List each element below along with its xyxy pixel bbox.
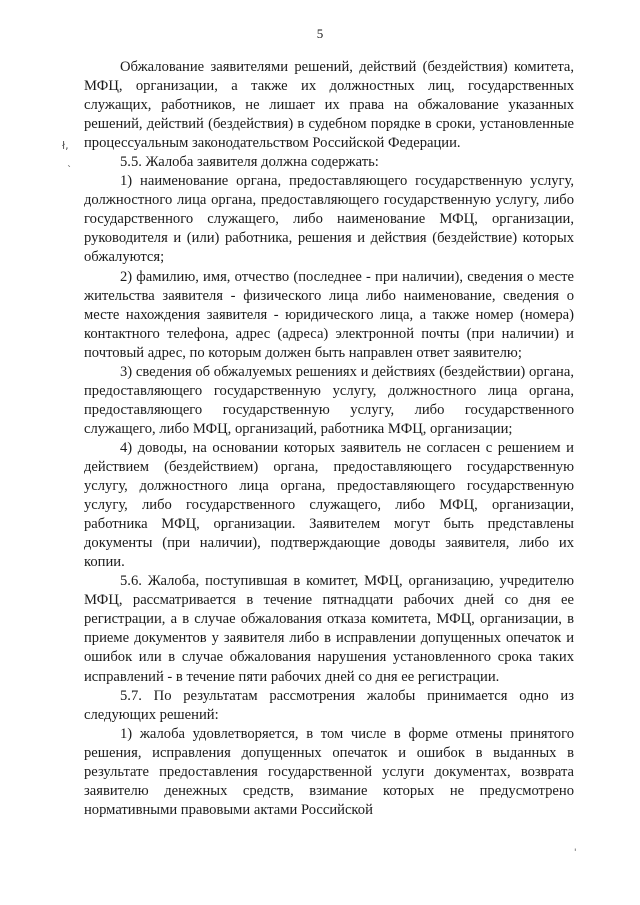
scan-mark: ' (574, 848, 577, 858)
list-item-5-5-2: 2) фамилию, имя, отчество (последнее - при наличии), сведения о месте жительства заявителя - физического лица либо наименование, сведения о месте нахождения заявителя - юридического лица, а также номер (номера) контактного телефона, адрес (адреса) электронной почты (при наличии) и почтовый адрес, по которым должен быть направлен ответ заявителю; (84, 268, 574, 361)
list-item-5-5-4: 4) доводы, на основании которых заявитель не согласен с решением и действием (бездействием) органа, предоставляющего государственную услугу, должностного лица органа, предоставляющего государственную услугу, либо государственного служащего, либо МФЦ, организации, работника МФЦ, организации. Заявителем могут быть представлены документы (при наличии), подтверждающие доводы заявителя, либо их копии. (84, 439, 574, 571)
paragraph-5-6: 5.6. Жалоба, поступившая в комитет, МФЦ, организацию, учредителю МФЦ, рассматривается в течение пятнадцати рабочих дней со дня ее регистрации, а в случае обжалования отказа комитета, МФЦ, организации, в приеме документов у заявителя либо в исправлении допущенных опечаток и ошибок или в случае обжалования нарушения установленного срока таких исправлений - в течение пяти рабочих дней со дня ее регистрации. (84, 573, 574, 685)
list-item-5-7-1: 1) жалоба удовлетворяется, в том числе в форме отмены принятого решения, исправления допущенных опечаток и ошибок в выданных в результате предоставления государственной услуги документах, возврата заявителю денежных средств, взимание которых не предусмотрено нормативными правовыми актами Российской (84, 725, 574, 818)
paragraph-appeal-rights: Обжалование заявителями решений, действий (бездействия) комитета, МФЦ, организации, а также их должностных лиц, государственных служащих, работников, не лишает их права на обжалование указанных решений, действий (бездействия) в судебном порядке в сроки, установленные процессуальным законодательством Российской Федерации. (84, 59, 574, 152)
list-item-5-5-3: 3) сведения об обжалуемых решениях и действиях (бездействии) органа, предоставляющего государственную услугу, должностного лица органа, предоставляющего государственную услугу, либо государственного служащего, либо МФЦ, организаций, работника МФЦ, организации; (84, 363, 574, 437)
document-body (84, 58, 574, 820)
page-number: 5 (316, 26, 324, 41)
scan-mark: ` (67, 165, 72, 176)
scan-mark: ł, (62, 139, 69, 152)
paragraph-5-5-heading: 5.5. Жалоба заявителя должна содержать: (120, 154, 379, 171)
paragraph-5-7-heading: 5.7. По результатам рассмотрения жалобы принимается одно из следующих решений: (84, 687, 574, 723)
list-item-5-5-1: 1) наименование органа, предоставляющего государственную услугу, должностного лица органа, предоставляющего государственную услугу, либо государственного служащего, либо наименование МФЦ, организации, руководителя и (или) работника, решения и действия (бездействие) которых обжалуются; (84, 173, 574, 266)
